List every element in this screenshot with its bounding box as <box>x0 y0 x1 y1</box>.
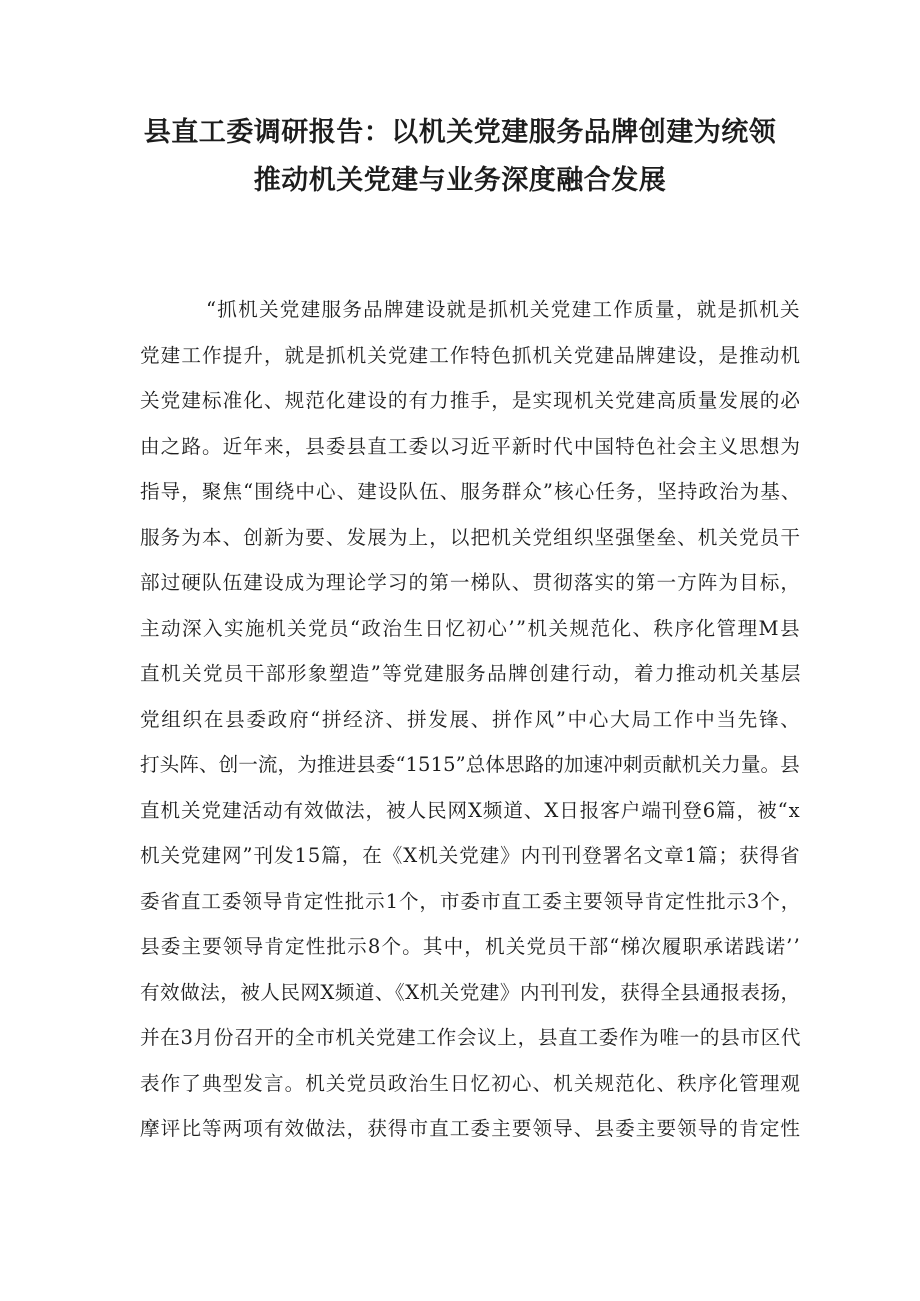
paragraph-line: 打头阵、创一流，为推进县委“1515”总体思路的加速冲刺贡献机关力量。县 <box>140 753 800 776</box>
paragraph-line: 并在3月份召开的全市机关党建工作会议上，县直工委作为唯一的县市区代 <box>140 1026 802 1049</box>
paragraph-line: 指导，聚焦“围绕中心、建设队伍、服务群众”核心任务，坚持政治为基、 <box>140 480 802 503</box>
paragraph-line: 党建工作提升，就是抓机关党建工作特色抓机关党建品牌建设，是推动机 <box>140 343 802 367</box>
paragraph-line: 直机关党建活动有效做法，被人民网X频道、X日报客户端刊登6篇，被“x <box>140 798 801 822</box>
paragraph-line: 委省直工委领导肯定性批示1个，市委市直工委主要领导肯定性批示3个， <box>140 889 802 913</box>
paragraph-line: 主动深入实施机关党员“政治生日忆初心’”机关规范化、秩序化管理M县 <box>140 616 801 640</box>
paragraph-line: 表作了典型发言。机关党员政治生日忆初心、机关规范化、秩序化管理观 <box>140 1071 802 1095</box>
paragraph-line: 摩评比等两项有效做法，获得市直工委主要领导、县委主要领导的肯定性 <box>140 1117 802 1140</box>
paragraph-line: 直机关党员干部形象塑造”等党建服务品牌创建行动，着力推动机关基层 <box>140 662 802 685</box>
document-title-line-2: 推动机关党建与业务深度融合发展 <box>253 165 667 196</box>
document-title-line-1: 县直工委调研报告：以机关党建服务品牌创建为统领 <box>143 117 777 148</box>
paragraph-line: 部过硬队伍建设成为理论学习的第一梯队、贯彻落实的第一方阵为目标， <box>140 571 802 594</box>
paragraph-line: 机关党建网”刊发15篇，在《X机关党建》内刊刊登署名文章1篇；获得省 <box>140 844 801 867</box>
paragraph-line: 服务为本、创新为要、发展为上，以把机关党组织坚强堡垒、机关党员干 <box>140 525 802 549</box>
paragraph-line: 有效做法，被人民网X频道、《X机关党建》内刊刊发，获得全县通报表扬， <box>140 980 801 1004</box>
paragraph-line: 由之路。近年来，县委县直工委以习近平新时代中国特色社会主义思想为 <box>140 434 802 458</box>
paragraph-line: 党组织在县委政府“拼经济、拼发展、拼作风”中心大局工作中当先锋、 <box>140 707 802 731</box>
paragraph-line: 关党建标准化、规范化建设的有力推手，是实现机关党建高质量发展的必 <box>140 389 802 412</box>
paragraph-line: “抓机关党建服务品牌建设就是抓机关党建工作质量，就是抓机关 <box>206 298 801 321</box>
paragraph-line: 县委主要领导肯定性批示8个。其中，机关党员干部“梯次履职承诺践诺’’ <box>140 935 801 958</box>
